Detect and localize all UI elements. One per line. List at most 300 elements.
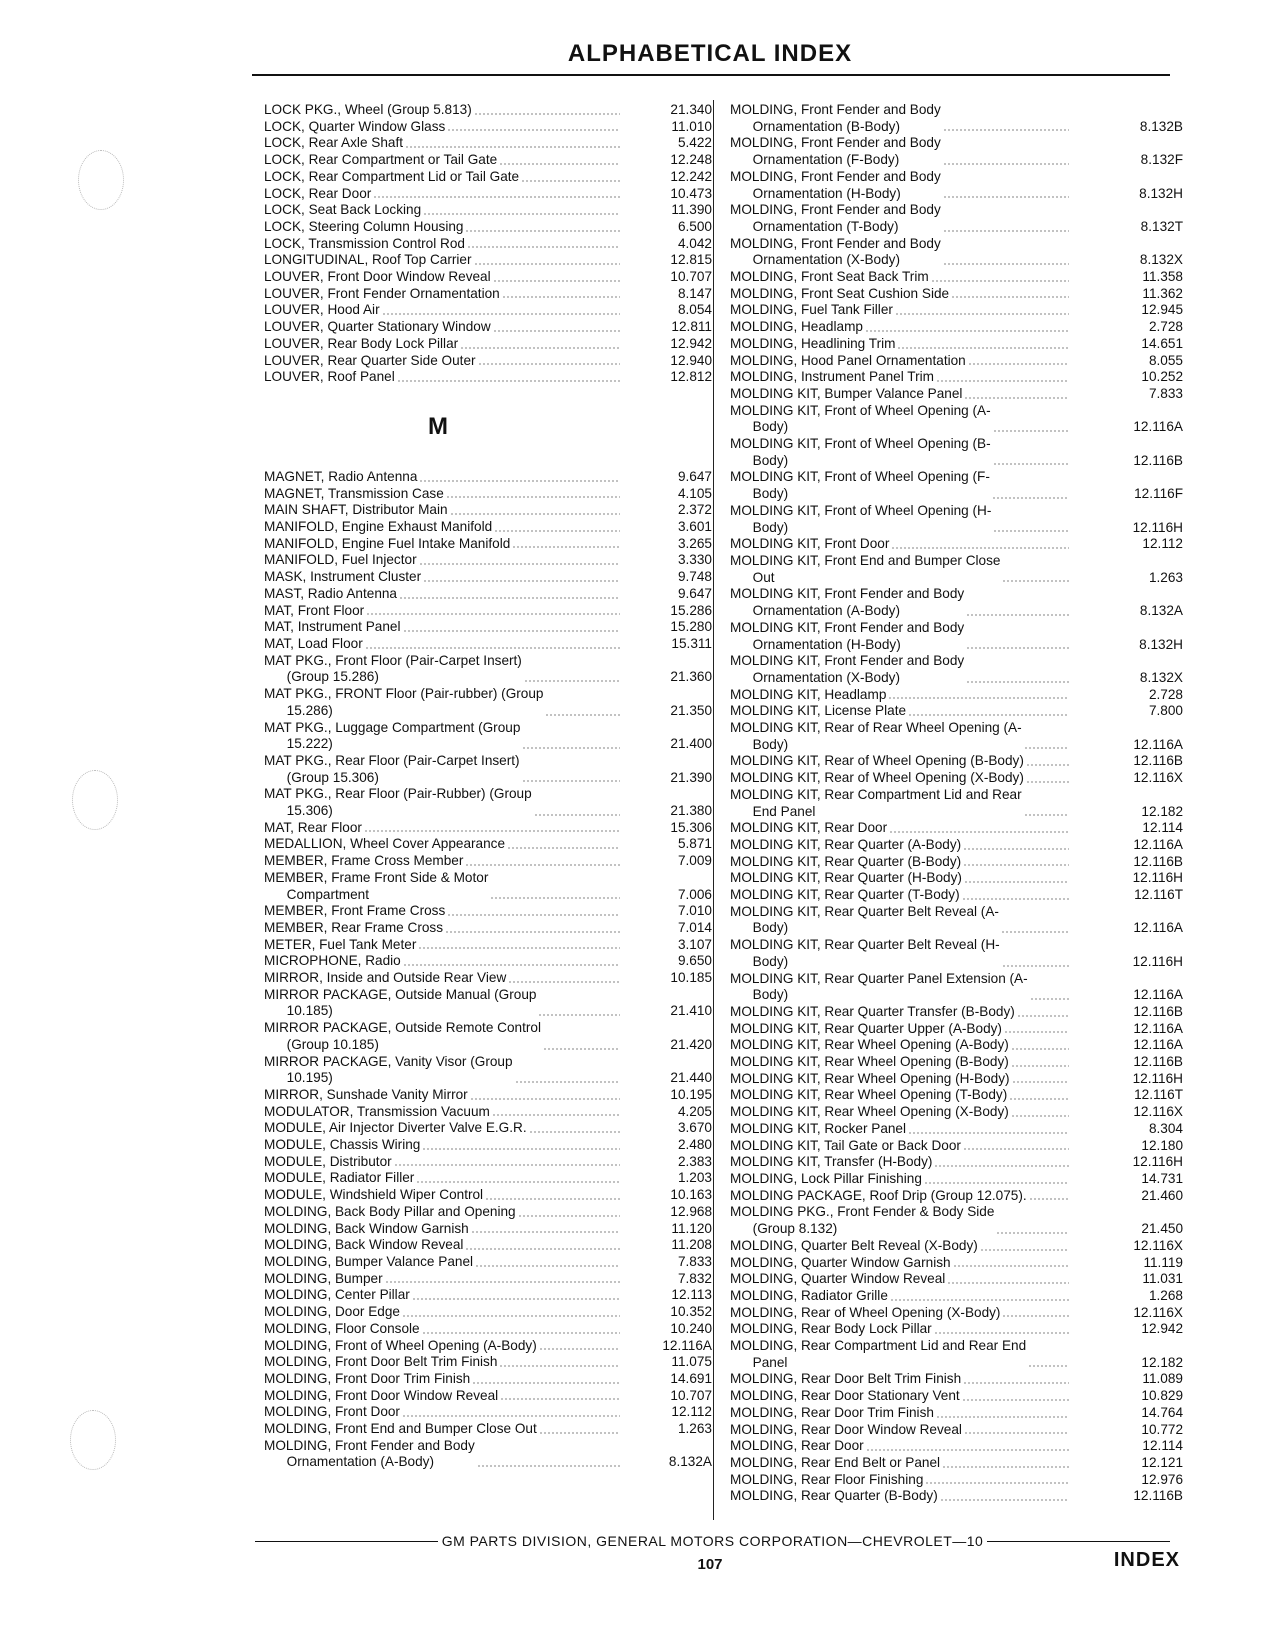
index-entry-name-wrap bbox=[264, 853, 624, 870]
index-entry-ref: 12.114 bbox=[1142, 820, 1183, 836]
index-entry-ref: 21.380 bbox=[670, 803, 712, 819]
index-entry-name-wrap bbox=[730, 302, 1073, 319]
footer bbox=[255, 1533, 1170, 1549]
leader-dots bbox=[494, 522, 620, 533]
index-entry-name-wrap bbox=[264, 269, 624, 286]
index-entry-name-wrap bbox=[730, 1371, 1073, 1388]
index-entry bbox=[730, 620, 1183, 653]
index-entry-name-wrap bbox=[264, 252, 624, 269]
index-entry-ref: 5.871 bbox=[677, 836, 712, 852]
index-entry-name: MOLDING KIT, Rear Wheel Opening (H-Body) bbox=[730, 1070, 1010, 1086]
index-entry-name-wrap bbox=[264, 1438, 624, 1471]
leader-dots bbox=[403, 622, 621, 633]
index-entry-name-wrap bbox=[730, 1405, 1073, 1422]
index-entry-ref: 12.116H bbox=[1132, 1154, 1183, 1170]
index-entry-name: LOCK PKG., Wheel (Group 5.813) bbox=[264, 102, 472, 117]
index-entry-ref: 12.116X bbox=[1133, 1237, 1183, 1253]
index-entry-name: MOLDING KIT, Rear Wheel Opening (B-Body) bbox=[730, 1054, 1009, 1070]
index-entry-name-wrap bbox=[730, 436, 1073, 469]
index-entry-name-wrap bbox=[730, 135, 1073, 168]
index-entry-name: MOLDING, Rear Compartment Lid and Rear End Panel bbox=[730, 1338, 1027, 1370]
leader-dots bbox=[507, 839, 620, 850]
index-entry-name: MODULE, Chassis Wiring bbox=[264, 1137, 421, 1153]
index-entry-name: MOLDING, Front of Wheel Opening (A-Body) bbox=[264, 1337, 537, 1353]
index-entry-name: MIRROR, Sunshade Vanity Mirror bbox=[264, 1086, 468, 1102]
index-entry-ref: 12.116F bbox=[1134, 486, 1183, 502]
index-entry bbox=[730, 369, 1183, 386]
index-entry-name: LOUVER, Quarter Stationary Window bbox=[264, 319, 491, 335]
index-entry bbox=[730, 135, 1183, 168]
leader-dots bbox=[373, 188, 620, 199]
index-entry-ref: 8.132H bbox=[1139, 185, 1183, 201]
leader-dots bbox=[524, 672, 620, 683]
leader-dots bbox=[397, 372, 620, 383]
index-entry bbox=[264, 1321, 712, 1338]
leader-dots bbox=[446, 488, 620, 499]
leader-dots bbox=[1004, 1024, 1069, 1035]
leader-dots bbox=[963, 856, 1069, 867]
index-entry-name-wrap bbox=[730, 1438, 1073, 1455]
index-entry bbox=[730, 1188, 1183, 1205]
leader-dots bbox=[966, 639, 1069, 650]
index-entry-name-wrap bbox=[730, 1004, 1073, 1021]
index-entry-ref: 3.670 bbox=[677, 1120, 712, 1136]
index-entry-name-wrap bbox=[264, 603, 624, 620]
index-entry bbox=[264, 636, 712, 653]
index-entry-name-wrap bbox=[264, 1371, 624, 1388]
index-entry bbox=[730, 1204, 1183, 1237]
leader-dots bbox=[471, 1223, 620, 1234]
index-entry-name: MOLDING KIT, Rear Quarter (A-Body) bbox=[730, 836, 962, 852]
index-entry-ref: 11.358 bbox=[1142, 269, 1183, 285]
index-entry-name: MOLDING, Radiator Grille bbox=[730, 1287, 888, 1303]
index-entry bbox=[264, 1120, 712, 1137]
index-entry-ref: 12.121 bbox=[1141, 1454, 1183, 1470]
index-entry bbox=[730, 286, 1183, 303]
leader-dots bbox=[953, 1257, 1069, 1268]
leader-dots bbox=[499, 1357, 620, 1368]
leader-dots bbox=[968, 355, 1069, 366]
index-entry-name: MANIFOLD, Engine Exhaust Manifold bbox=[264, 519, 493, 535]
index-entry-name-wrap bbox=[264, 1421, 624, 1438]
index-entry-ref: 14.731 bbox=[1141, 1171, 1183, 1186]
index-entry-name-wrap bbox=[730, 1171, 1073, 1188]
index-entry-ref: 12.116A bbox=[1133, 1020, 1183, 1036]
index-entry-name: MOLDING KIT, Front of Wheel Opening (F- Body) bbox=[730, 469, 990, 502]
index-entry-name-wrap bbox=[264, 1321, 624, 1338]
leader-dots bbox=[499, 155, 620, 166]
leader-dots bbox=[908, 1124, 1069, 1135]
index-entry-name: LOUVER, Front Fender Ornamentation bbox=[264, 285, 500, 301]
column-divider bbox=[713, 100, 714, 1520]
index-entry-name: MAT, Instrument Panel bbox=[264, 619, 401, 635]
index-entry-name: MAIN SHAFT, Distributor Main bbox=[264, 502, 448, 518]
index-entry bbox=[264, 1404, 712, 1421]
index-entry-name-wrap bbox=[264, 970, 624, 987]
index-entry bbox=[730, 236, 1183, 269]
leader-dots bbox=[1011, 1040, 1069, 1051]
index-entry-ref: 12.116H bbox=[1132, 1070, 1183, 1086]
index-entry-ref: 11.119 bbox=[1143, 1254, 1183, 1270]
page-number: 107 bbox=[697, 1556, 723, 1573]
index-entry-name: MOLDING KIT, Front Fender and Body Ornamentation (A-Body) bbox=[730, 586, 965, 619]
index-entry-ref: 11.208 bbox=[671, 1237, 712, 1253]
leader-dots bbox=[1026, 756, 1069, 767]
index-entry bbox=[730, 169, 1183, 202]
index-entry-name-wrap bbox=[730, 336, 1073, 353]
index-entry-name: MOLDING, Door Edge bbox=[264, 1304, 400, 1320]
leader-dots bbox=[539, 1340, 620, 1351]
leader-dots bbox=[1002, 573, 1069, 584]
index-entry bbox=[730, 1138, 1183, 1155]
leader-dots bbox=[924, 1174, 1069, 1185]
index-entry-name-wrap bbox=[264, 353, 624, 370]
index-entry-ref: 12.116B bbox=[1133, 452, 1183, 468]
index-entry bbox=[730, 202, 1183, 235]
index-entry bbox=[730, 1388, 1183, 1405]
index-entry-name-wrap bbox=[264, 169, 624, 186]
index-entry-ref: 2.480 bbox=[677, 1137, 712, 1153]
index-entry-ref: 7.014 bbox=[677, 919, 712, 935]
index-entry-name: MOLDING, Front End and Bumper Close Out bbox=[264, 1421, 537, 1437]
index-entry-ref: 3.107 bbox=[677, 936, 712, 952]
index-entry-name-wrap bbox=[264, 1338, 624, 1355]
index-entry-name-wrap bbox=[264, 920, 624, 937]
index-entry-name: MODULATOR, Transmission Vacuum bbox=[264, 1103, 490, 1119]
index-entry-name: MEMBER, Frame Cross Member bbox=[264, 853, 464, 869]
index-entry-name-wrap bbox=[264, 1020, 624, 1053]
leader-dots bbox=[1017, 1007, 1069, 1018]
index-entry-name: MOLDING, Rear Door Window Reveal bbox=[730, 1421, 962, 1437]
index-entry-ref: 8.132X bbox=[1139, 669, 1183, 685]
leader-dots bbox=[963, 1140, 1069, 1151]
index-entry-ref: 14.691 bbox=[670, 1370, 712, 1386]
leader-dots bbox=[382, 305, 620, 316]
index-entry-name: MOLDING KIT, Rear Quarter Belt Reveal (H- Body) bbox=[730, 937, 1000, 969]
leader-dots bbox=[889, 823, 1069, 834]
leader-dots bbox=[475, 1257, 620, 1268]
index-entry bbox=[264, 469, 712, 486]
index-entry-name-wrap bbox=[730, 169, 1073, 202]
index-entry-ref: 21.420 bbox=[670, 1036, 712, 1052]
index-entry-name: MOLDING, Hood Panel Ornamentation bbox=[730, 352, 966, 368]
index-entry bbox=[264, 119, 712, 136]
index-entry bbox=[264, 1438, 712, 1471]
footer-rule-left bbox=[255, 1541, 438, 1542]
index-entry bbox=[264, 903, 712, 920]
index-entry bbox=[730, 870, 1183, 887]
leader-dots bbox=[529, 1123, 620, 1134]
index-entry-ref: 10.195 bbox=[670, 1086, 712, 1102]
index-entry bbox=[264, 1020, 712, 1053]
index-entry-name: MIRROR PACKAGE, Vanity Visor (Group 10.195) bbox=[264, 1053, 513, 1086]
index-entry bbox=[730, 904, 1183, 937]
leader-dots bbox=[1028, 1358, 1069, 1369]
index-entry bbox=[730, 720, 1183, 753]
index-entry-name: MOLDING, Fuel Tank Filler bbox=[730, 302, 893, 318]
index-entry-name-wrap bbox=[264, 1120, 624, 1137]
index-entry bbox=[264, 286, 712, 303]
index-entry-name-wrap bbox=[730, 469, 1073, 502]
index-entry-name-wrap bbox=[264, 1304, 624, 1321]
index-entry-name: MIRROR, Inside and Outside Rear View bbox=[264, 970, 507, 986]
index-entry-ref: 15.280 bbox=[670, 619, 712, 635]
index-entry bbox=[730, 787, 1183, 820]
leader-dots bbox=[1002, 957, 1069, 968]
index-entry-name: MODULE, Windshield Wiper Control bbox=[264, 1187, 484, 1203]
index-entry-name: MAT PKG., FRONT Floor (Pair-rubber) (Group 15.286) bbox=[264, 686, 544, 718]
index-entry-name-wrap bbox=[730, 1388, 1073, 1405]
index-entry-ref: 12.116T bbox=[1134, 1087, 1183, 1103]
leader-dots bbox=[940, 1491, 1069, 1502]
index-entry-name: MOLDING, Rear Floor Finishing bbox=[730, 1471, 924, 1487]
index-entry bbox=[264, 970, 712, 987]
index-entry bbox=[264, 953, 712, 970]
index-entry-name: MOLDING, Front Fender and Body Ornamentation (F-Body) bbox=[730, 135, 941, 168]
index-entry-ref: 8.132A bbox=[1139, 603, 1183, 619]
index-entry bbox=[730, 1037, 1183, 1054]
leader-dots bbox=[472, 1374, 620, 1385]
index-entry bbox=[264, 319, 712, 336]
index-entry bbox=[264, 1154, 712, 1171]
index-entry-ref: 8.132B bbox=[1139, 118, 1183, 134]
leader-dots bbox=[963, 840, 1069, 851]
index-entry-ref: 2.728 bbox=[1148, 686, 1183, 702]
leader-dots bbox=[931, 272, 1069, 283]
index-entry-name-wrap bbox=[264, 903, 624, 920]
index-entry-name-wrap bbox=[730, 202, 1073, 235]
index-entry bbox=[730, 820, 1183, 837]
leader-dots bbox=[993, 422, 1069, 433]
index-entry-name: MOLDING KIT, Rear Wheel Opening (X-Body) bbox=[730, 1104, 1009, 1120]
leader-dots bbox=[947, 1274, 1069, 1285]
index-entry-name-wrap bbox=[730, 1305, 1073, 1322]
index-entry-name-wrap bbox=[264, 302, 624, 319]
index-entry bbox=[264, 1237, 712, 1254]
index-entry-ref: 12.116A bbox=[662, 1337, 712, 1353]
index-entry-name-wrap bbox=[730, 369, 1073, 386]
index-entry-name-wrap bbox=[730, 904, 1073, 937]
index-entry-name: MOLDING KIT, Front End and Bumper Close Out bbox=[730, 552, 1001, 585]
index-entry-name: MODULE, Air Injector Diverter Valve E.G.R. bbox=[264, 1120, 527, 1136]
index-entry-name-wrap bbox=[730, 1071, 1073, 1088]
leader-dots bbox=[493, 322, 620, 333]
index-entry-name-wrap bbox=[264, 1187, 624, 1204]
index-entry-name-wrap bbox=[730, 1271, 1073, 1288]
index-entry bbox=[264, 102, 712, 119]
index-entry-ref: 6.500 bbox=[677, 218, 712, 234]
index-entry bbox=[264, 1170, 712, 1187]
index-entry-name-wrap bbox=[264, 135, 624, 152]
index-entry bbox=[264, 786, 712, 819]
leader-dots bbox=[964, 1424, 1069, 1435]
index-entry bbox=[264, 353, 712, 370]
index-entry-name-wrap bbox=[264, 1354, 624, 1371]
index-entry-name-wrap bbox=[264, 219, 624, 236]
index-entry-ref: 10.185 bbox=[670, 970, 712, 986]
index-entry bbox=[264, 1137, 712, 1154]
leader-dots bbox=[423, 572, 620, 583]
leader-dots bbox=[1009, 1090, 1069, 1101]
index-entry-ref: 21.340 bbox=[670, 102, 712, 117]
index-entry bbox=[730, 436, 1183, 469]
footer-rule-right bbox=[987, 1541, 1170, 1542]
index-entry-name: MAT PKG., Rear Floor (Pair-Rubber) (Group 15.306) bbox=[264, 786, 532, 819]
index-entry-name-wrap bbox=[730, 319, 1073, 336]
leader-dots bbox=[405, 138, 620, 149]
index-entry-name: MAT PKG., Rear Floor (Pair-Carpet Insert) (Group 15.306) bbox=[264, 752, 520, 785]
leader-dots bbox=[943, 122, 1069, 133]
index-entry-name-wrap bbox=[730, 403, 1073, 436]
index-entry-ref: 10.352 bbox=[670, 1304, 712, 1320]
index-entry bbox=[264, 836, 712, 853]
index-entry-name-wrap bbox=[730, 1037, 1073, 1054]
leader-dots bbox=[538, 1006, 620, 1017]
index-entry-name-wrap bbox=[730, 937, 1073, 970]
leader-dots bbox=[936, 1408, 1069, 1419]
leader-dots bbox=[412, 1290, 620, 1301]
leader-dots bbox=[1002, 1307, 1069, 1318]
leader-dots bbox=[394, 1157, 620, 1168]
index-entry-ref: 12.116H bbox=[1132, 519, 1183, 535]
index-entry-name-wrap bbox=[264, 987, 624, 1020]
leader-dots bbox=[1029, 1191, 1069, 1202]
index-entry bbox=[264, 152, 712, 169]
punch-hole-top bbox=[78, 150, 124, 210]
index-entry bbox=[730, 1121, 1183, 1138]
index-entry-name: MOLDING KIT, Rocker Panel bbox=[730, 1120, 907, 1136]
index-entry-name: LOUVER, Rear Quarter Side Outer bbox=[264, 352, 476, 368]
index-entry-ref: 12.116A bbox=[1133, 736, 1183, 752]
index-entry-name: MOLDING, Rear of Wheel Opening (X-Body) bbox=[730, 1304, 1001, 1320]
leader-dots bbox=[508, 973, 620, 984]
index-entry-name-wrap bbox=[264, 786, 624, 819]
index-entry-ref: 7.010 bbox=[677, 903, 712, 919]
index-entry-ref: 21.460 bbox=[1141, 1187, 1183, 1203]
index-entry bbox=[730, 1422, 1183, 1439]
index-entry-ref: 8.055 bbox=[1148, 352, 1183, 368]
index-entry bbox=[264, 1087, 712, 1104]
index-entry-ref: 21.410 bbox=[670, 1003, 712, 1019]
index-entry-ref: 4.042 bbox=[677, 235, 712, 251]
index-entry-ref: 21.400 bbox=[670, 736, 712, 752]
index-entry-ref: 12.248 bbox=[670, 152, 712, 168]
index-entry-name-wrap bbox=[730, 1021, 1073, 1038]
index-entry-name-wrap bbox=[730, 1054, 1073, 1071]
leader-dots bbox=[1011, 1107, 1069, 1118]
index-entry-name: MOLDING, Front Fender and Body Ornamentation (T-Body) bbox=[730, 202, 941, 234]
index-entry bbox=[264, 236, 712, 253]
index-entry-name-wrap bbox=[264, 1287, 624, 1304]
leader-dots bbox=[470, 1090, 620, 1101]
index-entry bbox=[730, 1438, 1183, 1455]
index-column-left bbox=[264, 102, 712, 1471]
index-entry bbox=[264, 753, 712, 786]
index-entry bbox=[264, 169, 712, 186]
index-entry-ref: 1.263 bbox=[677, 1421, 712, 1437]
index-entry-name: MOLDING KIT, Front Fender and Body Ornamentation (X-Body) bbox=[730, 653, 965, 685]
leader-dots bbox=[385, 1274, 620, 1285]
index-entry bbox=[730, 1054, 1183, 1071]
index-entry-name: MOLDING, Front Fender and Body Ornamentation (X-Body) bbox=[730, 235, 941, 268]
index-entry-name-wrap bbox=[264, 937, 624, 954]
leader-dots bbox=[493, 272, 620, 283]
index-entry-ref: 11.031 bbox=[1142, 1271, 1183, 1287]
index-entry bbox=[730, 1021, 1183, 1038]
index-entry-name-wrap bbox=[730, 1488, 1073, 1505]
index-entry-ref: 7.833 bbox=[677, 1254, 712, 1269]
index-entry-ref: 12.116B bbox=[1133, 753, 1183, 769]
index-entry-ref: 12.180 bbox=[1141, 1137, 1183, 1153]
index-entry-name: MOLDING, Floor Console bbox=[264, 1320, 420, 1336]
index-entry-ref: 5.422 bbox=[677, 135, 712, 151]
leader-dots bbox=[1030, 990, 1069, 1001]
index-entry-name: MANIFOLD, Fuel Injector bbox=[264, 552, 417, 568]
index-entry-ref: 10.707 bbox=[670, 1387, 712, 1403]
index-entry bbox=[730, 1455, 1183, 1472]
leader-dots bbox=[477, 1457, 620, 1468]
index-entry bbox=[730, 1238, 1183, 1255]
index-entry bbox=[730, 703, 1183, 720]
leader-dots bbox=[545, 706, 620, 717]
index-entry-ref: 12.116B bbox=[1133, 1003, 1183, 1019]
index-entry-name-wrap bbox=[264, 1087, 624, 1104]
index-entry bbox=[264, 1254, 712, 1271]
index-entry bbox=[264, 1271, 712, 1288]
leader-dots bbox=[492, 1107, 620, 1118]
leader-dots bbox=[502, 289, 620, 300]
index-entry-name: LOUVER, Roof Panel bbox=[264, 369, 395, 385]
index-column-right bbox=[730, 102, 1183, 1505]
index-entry-name: MOLDING, Center Pillar bbox=[264, 1287, 410, 1303]
index-entry-name: MANIFOLD, Engine Fuel Intake Manifold bbox=[264, 535, 511, 551]
index-entry-ref: 9.647 bbox=[677, 468, 712, 484]
index-entry bbox=[730, 386, 1183, 403]
leader-dots bbox=[934, 1324, 1069, 1335]
index-entry-name-wrap bbox=[730, 503, 1073, 536]
index-entry-name: MOLDING, Rear Door Stationary Vent bbox=[730, 1388, 960, 1404]
index-entry bbox=[730, 353, 1183, 370]
index-entry-name: MOLDING, Quarter Window Garnish bbox=[730, 1254, 951, 1270]
leader-dots bbox=[895, 305, 1069, 316]
index-entry bbox=[264, 853, 712, 870]
section-letter: M bbox=[428, 413, 448, 441]
index-entry-ref: 12.116B bbox=[1133, 1054, 1183, 1070]
index-entry-name-wrap bbox=[264, 1404, 624, 1421]
index-entry-name: MOLDING, Lock Pillar Finishing bbox=[730, 1171, 922, 1186]
index-entry bbox=[730, 319, 1183, 336]
index-entry-name: LOCK, Rear Door bbox=[264, 185, 372, 201]
index-entry-name: MOLDING, Headlamp bbox=[730, 319, 863, 335]
index-entry bbox=[264, 1304, 712, 1321]
index-entry bbox=[264, 586, 712, 603]
index-entry-ref: 12.976 bbox=[1141, 1471, 1183, 1487]
index-entry-name: LOCK, Transmission Control Rod bbox=[264, 235, 465, 251]
leader-dots bbox=[1001, 923, 1069, 934]
leader-dots bbox=[866, 1441, 1069, 1452]
index-entry-name: MAT PKG., Front Floor (Pair-Carpet Insert) (Group 15.286) bbox=[264, 652, 522, 685]
index-entry-ref: 11.089 bbox=[1142, 1371, 1183, 1387]
index-entry-ref: 11.390 bbox=[671, 202, 712, 218]
index-entry-name-wrap bbox=[730, 870, 1073, 887]
index-entry-ref: 11.010 bbox=[671, 118, 712, 134]
index-entry-ref: 15.286 bbox=[670, 602, 712, 618]
index-entry-name-wrap bbox=[264, 636, 624, 653]
leader-dots bbox=[942, 1458, 1069, 1469]
leader-dots bbox=[447, 906, 620, 917]
index-entry-name: MOLDING, Front Door Belt Trim Finish bbox=[264, 1354, 498, 1370]
index-entry bbox=[730, 770, 1183, 787]
